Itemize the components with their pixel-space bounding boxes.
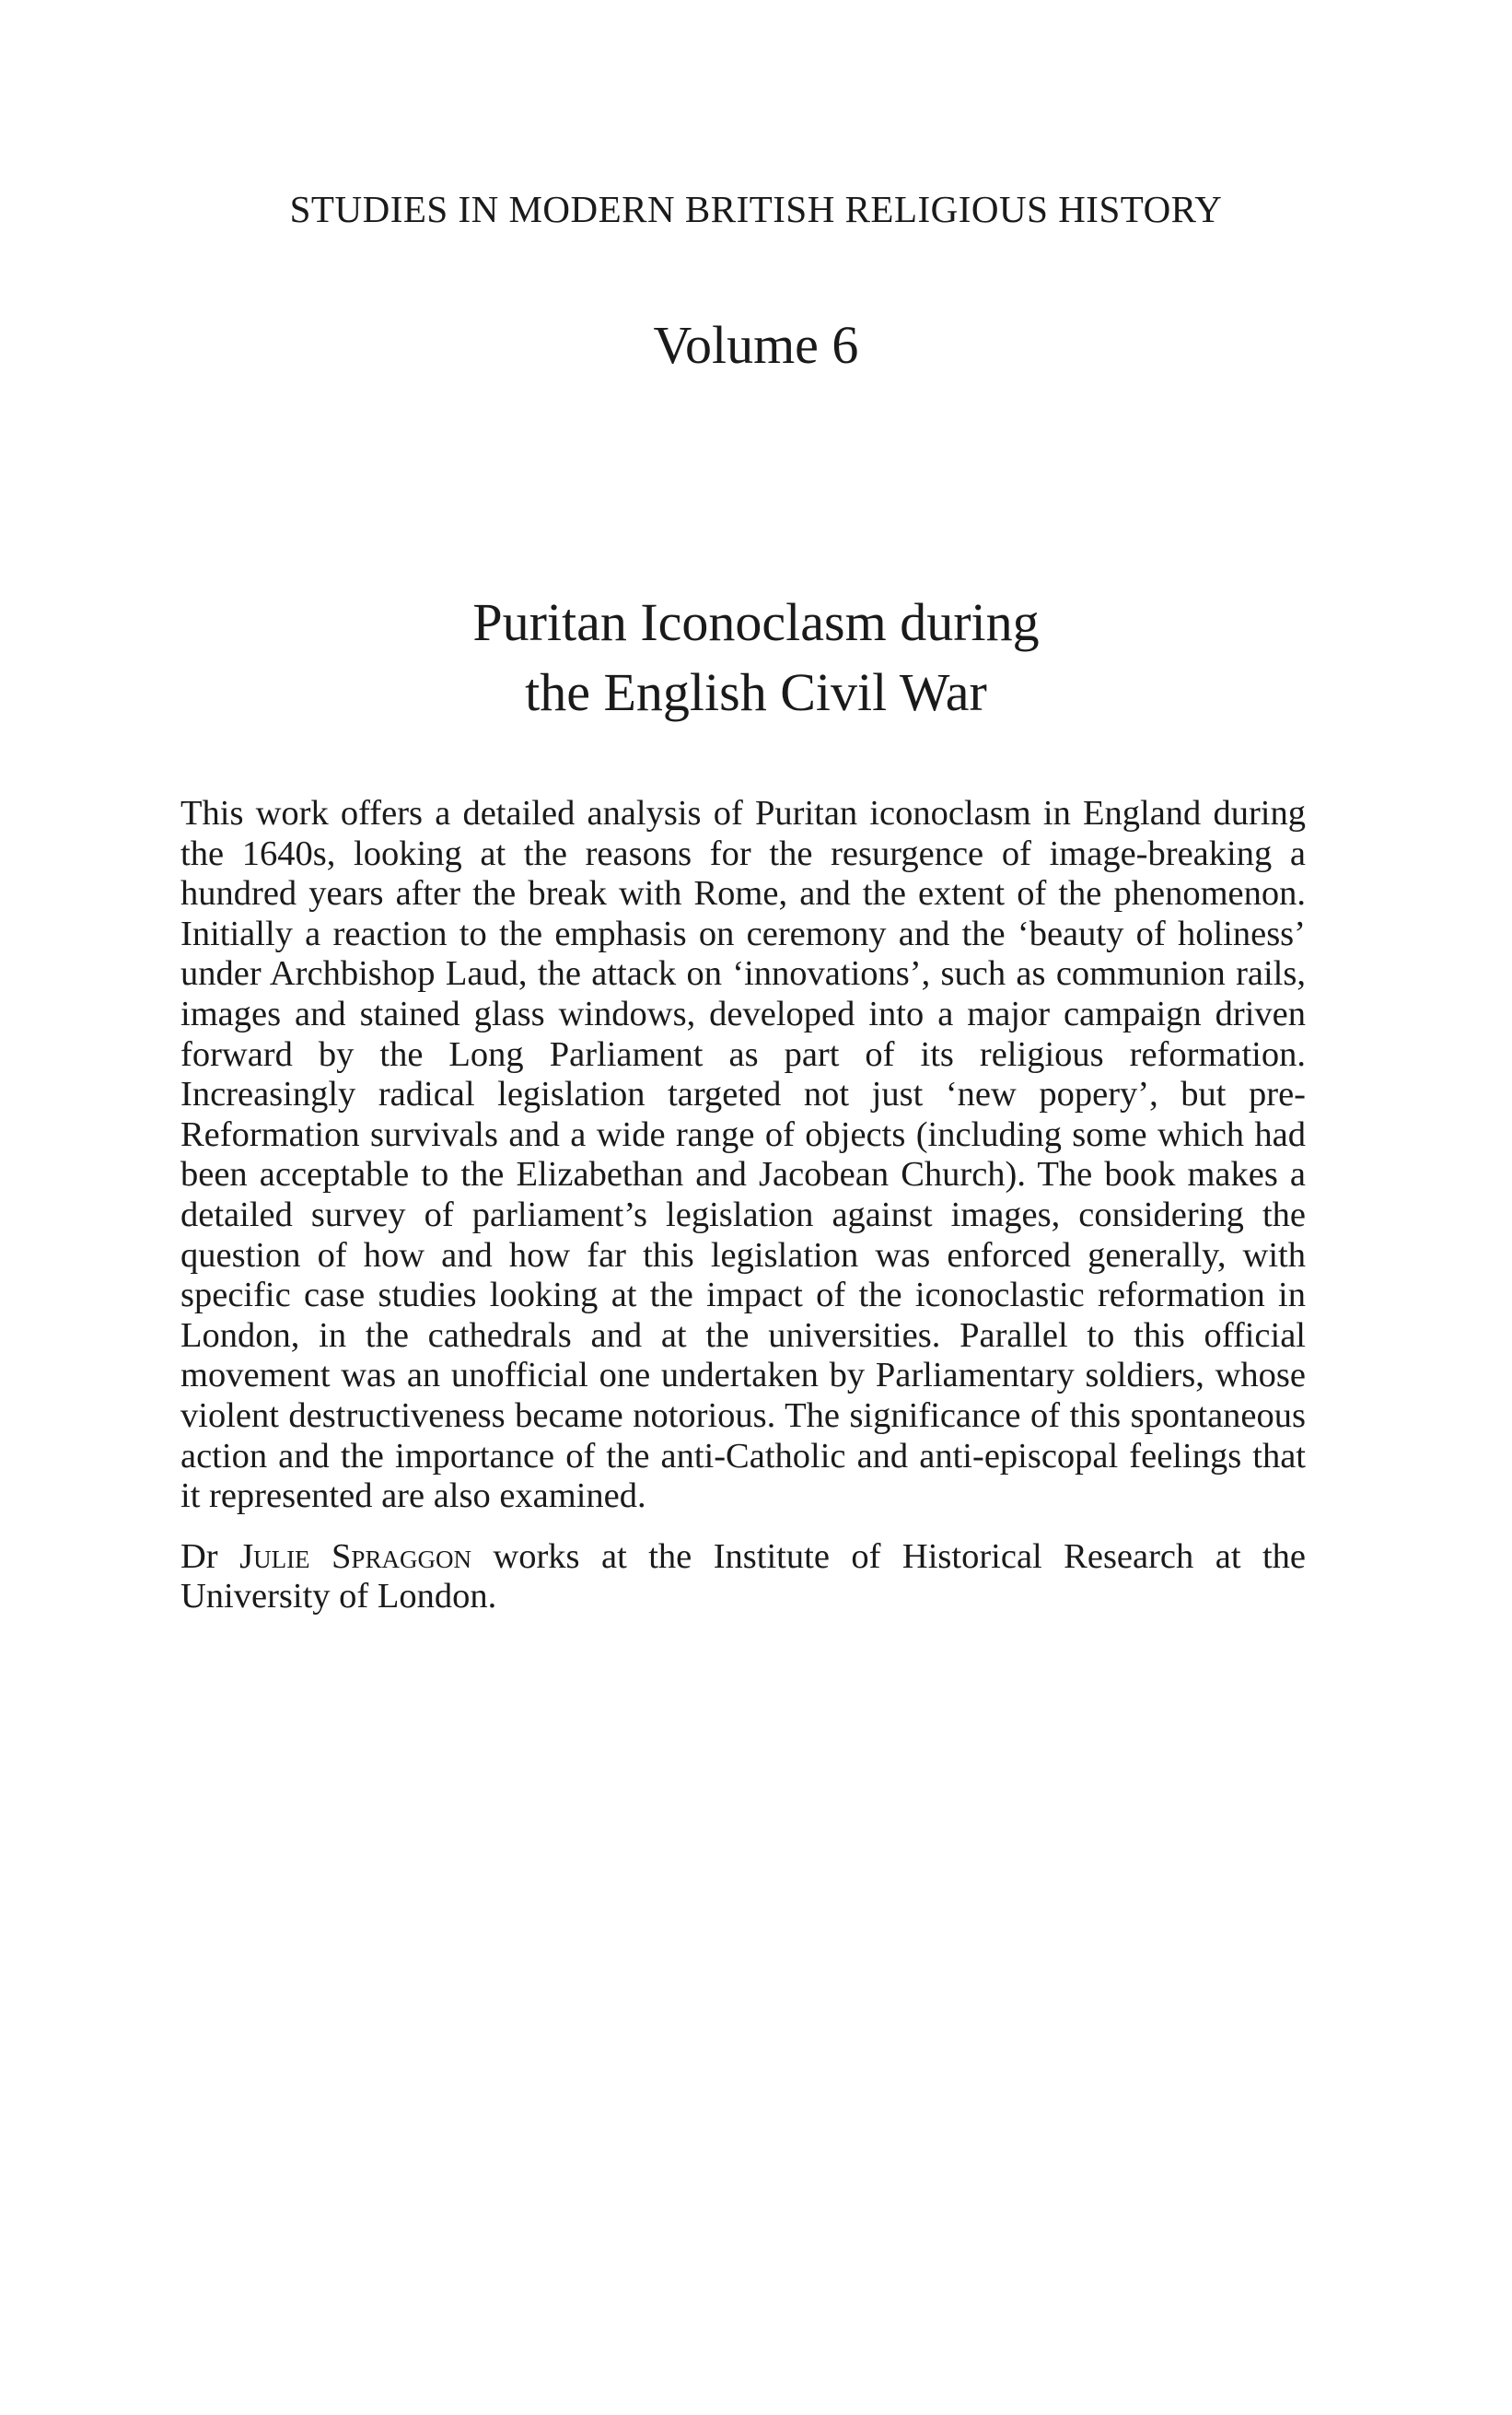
author-prefix: Dr (180, 1536, 218, 1576)
book-title-line-2: the English Civil War (525, 662, 987, 722)
book-title-line-1: Puritan Iconoclasm during (472, 592, 1040, 652)
author-note: works at the Institute of Historical Research at the University of London. (180, 1536, 1307, 1616)
book-title (0, 588, 1512, 728)
author-name: Julie Spraggon (239, 1536, 471, 1576)
book-description: This work offers a detailed analysis of Puritan iconoclasm in England during the 1640s, looking at the reasons for the resurgence of image-breaking a hundred years after the break with Rome, and the extent of the phenomenon. Initially a reaction to the emphasis on ceremony and the ‘beauty of holiness’ under Archbishop Laud, the attack on ‘innovations’, such as communion rails, images and stained glass windows, developed into a major campaign driven forward by the Long Parliament as part of its religious reformation. Increasingly radical legislation targeted not just ‘new popery’, but pre-Reformation survivals and a wide range of objects (including some which had been acceptable to the Elizabethan and Jacobean Church). The book makes a detailed survey of parliament’s legislation against images, considering the question of how and how far this legislation was enforced generally, with specific case studies looking at the impact of the iconoclastic reformation in London, in the cathedrals and at the universities. Parallel to this official movement was an unofficial one undertaken by Parliamentary soldiers, whose violent destructiveness became notorious. The significance of this spontaneous action and the importance of the anti-Catholic and anti-episcopal feelings that it represented are also examined. (180, 794, 1306, 1516)
author-bio (180, 1537, 1306, 1617)
series-title: STUDIES IN MODERN BRITISH RELIGIOUS HISTORY (289, 188, 1223, 230)
volume-number: Volume 6 (653, 315, 859, 375)
blurb (180, 794, 1306, 1617)
